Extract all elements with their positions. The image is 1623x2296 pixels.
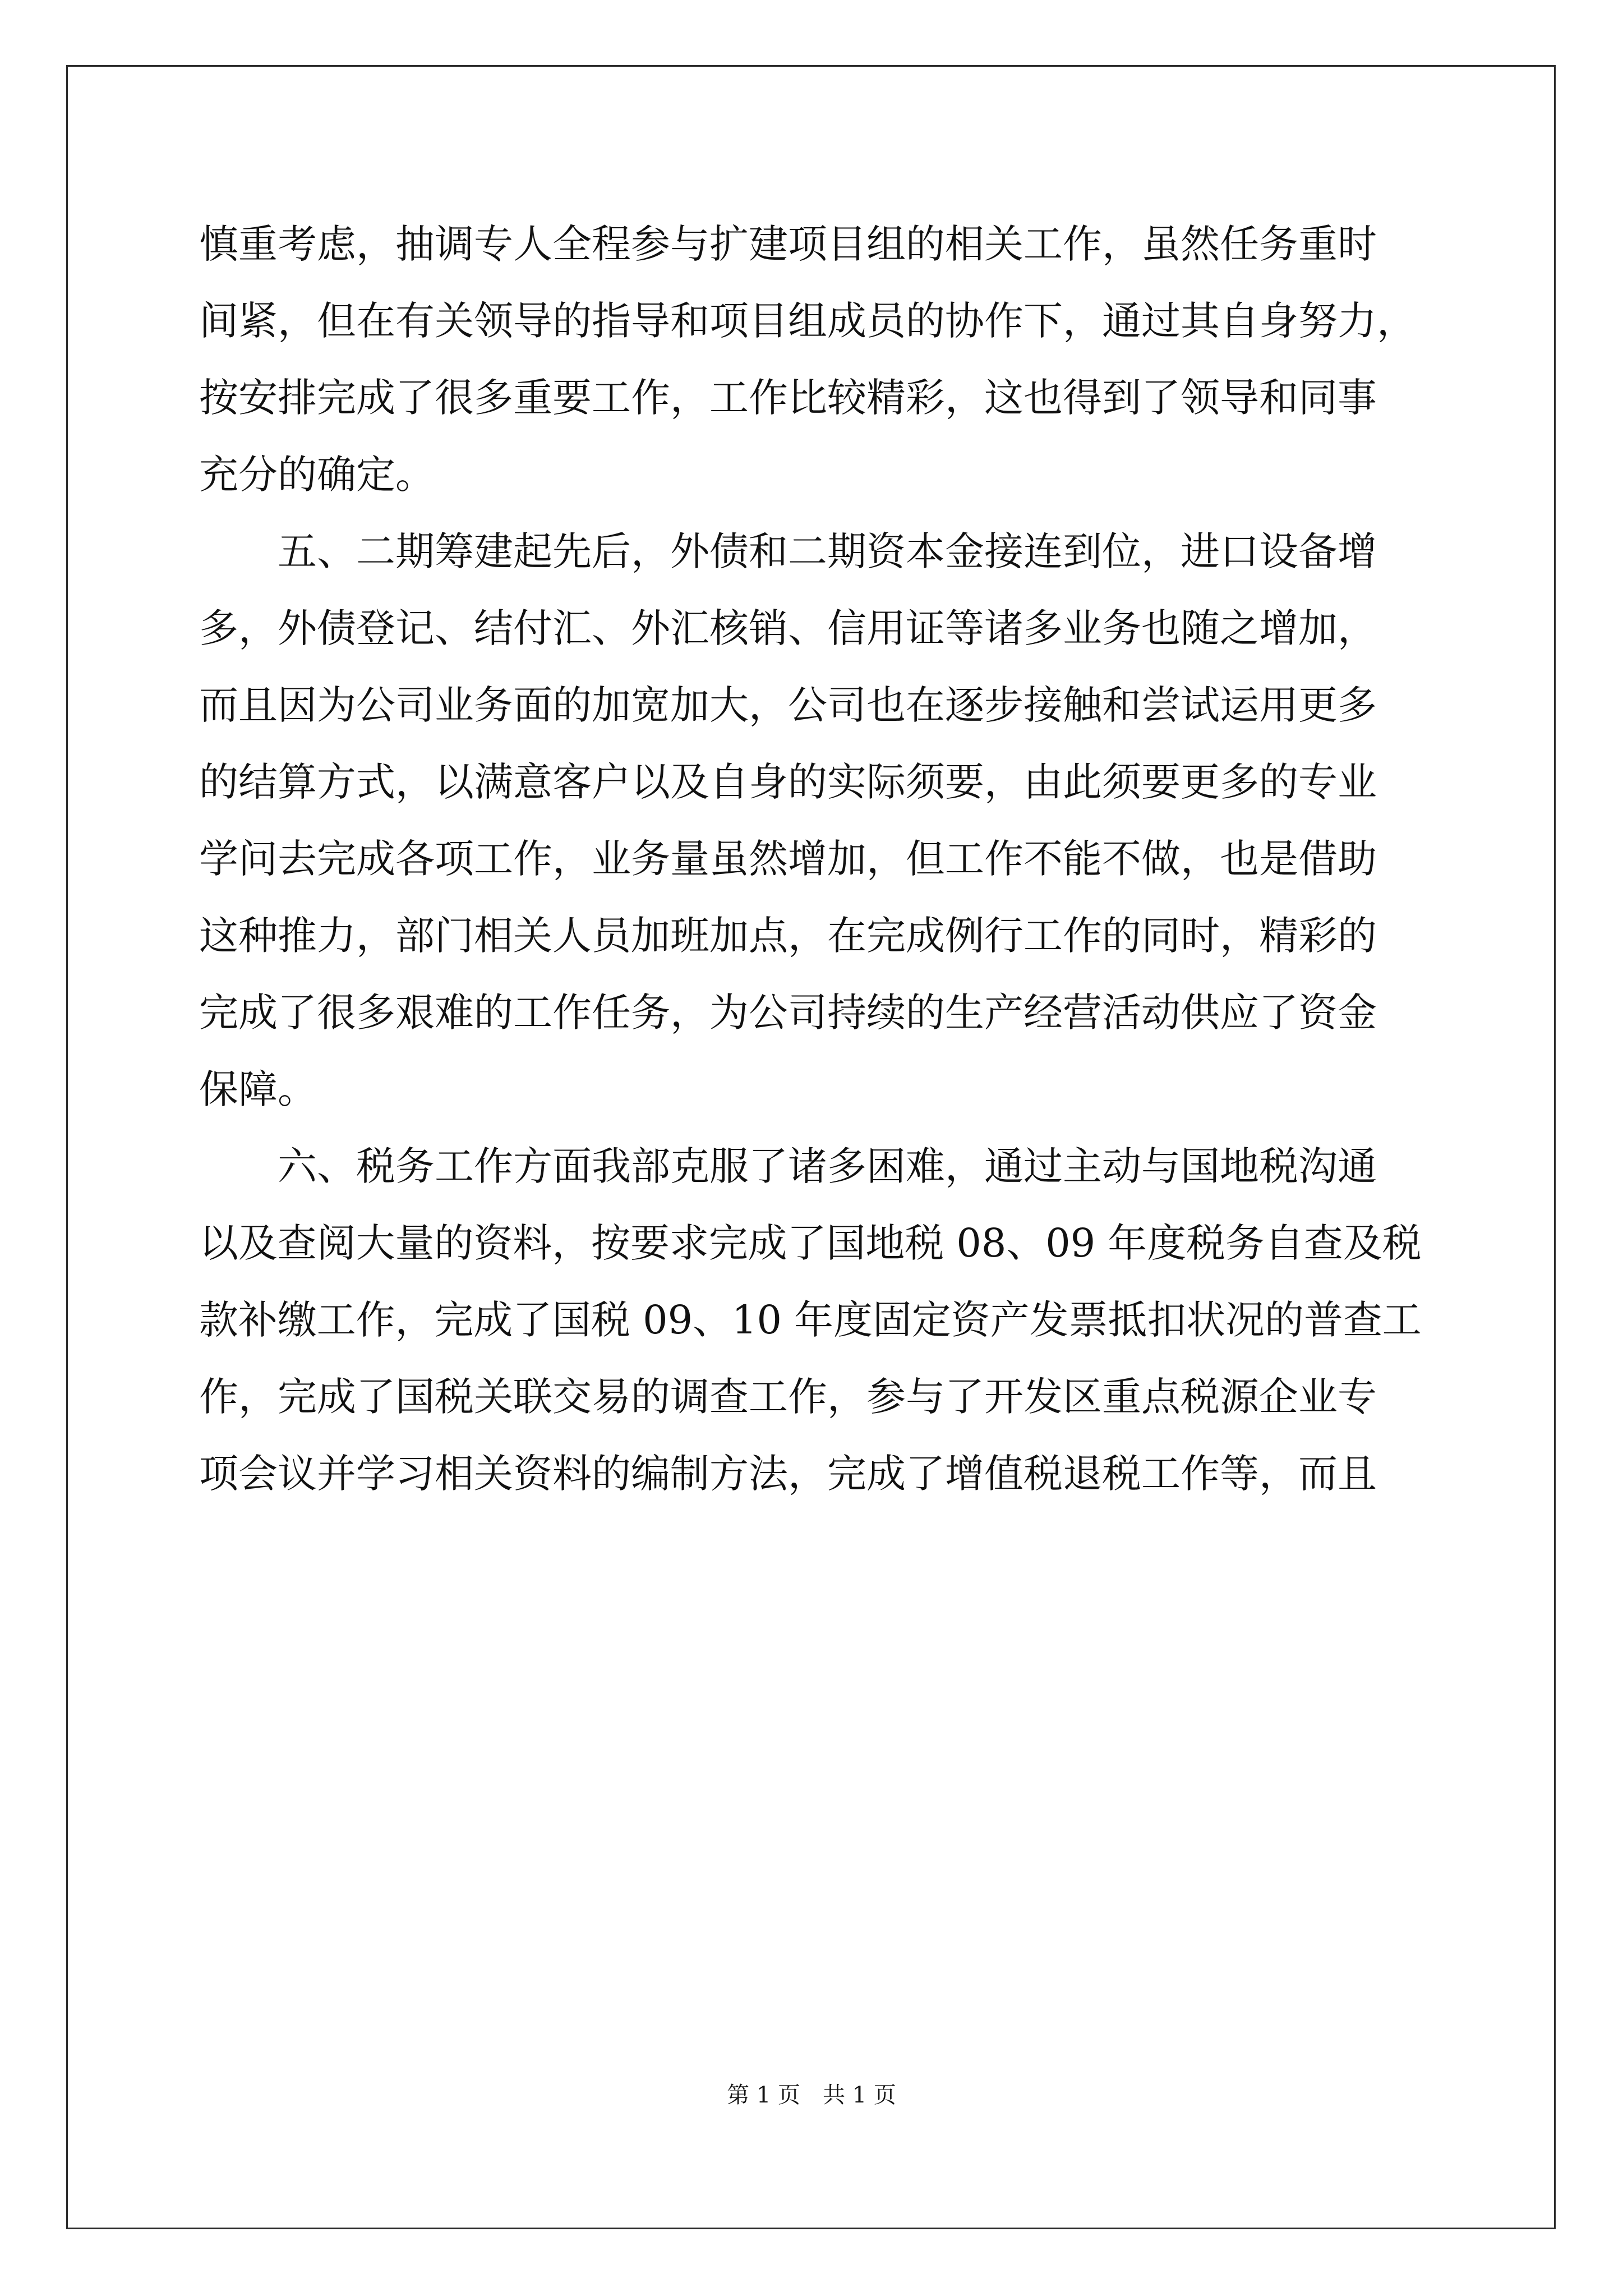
text-line: 这种推力，部门相关人员加班加点，在完成例行工作的同时，精彩的 [199, 913, 1377, 959]
text-line: 保障。 [199, 1066, 317, 1112]
text-line: 以及查阅大量的资料，按要求完成了国地税 08、09 年度税务自查及税 [199, 1220, 1422, 1266]
text-line: 慎重考虑，抽调专人全程参与扩建项目组的相关工作，虽然任务重时 [199, 221, 1377, 267]
text-line: 充分的确定。 [199, 452, 435, 498]
text-line: 项会议并学习相关资料的编制方法，完成了增值税退税工作等，而且 [199, 1451, 1377, 1497]
text-line: 的结算方式，以满意客户以及自身的实际须要，由此须要更多的专业 [199, 759, 1377, 805]
page-number-footer: 第 1 页 共 1 页 [727, 2082, 896, 2108]
text-line: 学问去完成各项工作，业务量虽然增加，但工作不能不做，也是借助 [199, 836, 1377, 882]
text-line: 按安排完成了很多重要工作，工作比较精彩，这也得到了领导和同事 [199, 375, 1377, 421]
paragraph-first-line: 六、税务工作方面我部克服了诸多困难，通过主动与国地税沟通 [278, 1143, 1377, 1189]
text-line: 而且因为公司业务面的加宽加大，公司也在逐步接触和尝试运用更多 [199, 682, 1377, 728]
paragraph-first-line: 五、二期筹建起先后，外债和二期资本金接连到位，进口设备增 [278, 528, 1377, 574]
text-line: 款补缴工作，完成了国税 09、10 年度固定资产发票抵扣状况的普查工 [199, 1297, 1422, 1343]
text-line: 作，完成了国税关联交易的调查工作，参与了开发区重点税源企业专 [199, 1374, 1377, 1420]
text-line: 多，外债登记、结付汇、外汇核销、信用证等诸多业务也随之增加， [199, 605, 1377, 651]
text-line: 间紧，但在有关领导的指导和项目组成员的协作下，通过其自身努力， [199, 298, 1416, 344]
text-line: 完成了很多艰难的工作任务，为公司持续的生产经营活动供应了资金 [199, 990, 1377, 1036]
